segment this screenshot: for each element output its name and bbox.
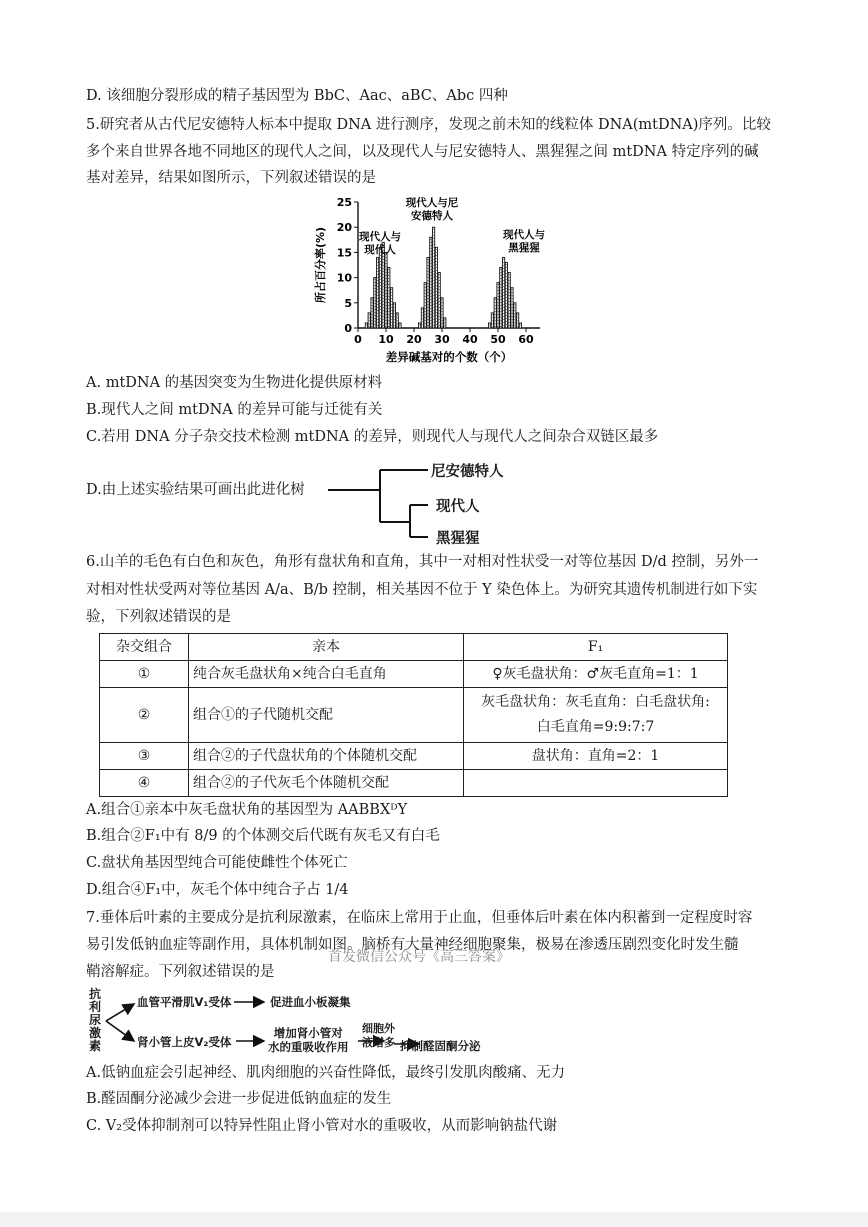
table-cell-parent: 组合②的子代灰毛个体随机交配 — [189, 770, 464, 797]
q7-stem-line-3: 鞘溶解症。下列叙述错误的是 — [86, 964, 275, 980]
q6-option-a: A.组合①亲本中灰毛盘状角的基因型为 AABBXᴰY — [86, 802, 408, 818]
flow-v2-effect — [268, 1026, 349, 1054]
table-cell-id: ① — [100, 661, 189, 688]
flow-extracellular-line: 液增多 — [362, 1036, 395, 1049]
q6-stem-line-2: 对相对性状受两对等位基因 A/a、B/b 控制，相关基因不位于 Y 染色体上。为研究其遗传机制进行如下实 — [86, 582, 758, 598]
tree-label-modern: 现代人 — [436, 498, 480, 515]
y-tick-label: 20 — [336, 221, 352, 235]
bar — [393, 303, 395, 328]
q6-stem-line-1: 6.山羊的毛色有白色和灰色，角形有盘状角和直角，其中一对相对性状受一对等位基因 D/d 控制，另外一 — [86, 554, 759, 570]
table-row — [100, 743, 728, 770]
tree-label-chimp: 黑猩猩 — [436, 530, 480, 547]
cross-table — [99, 633, 728, 797]
x-tick-label: 0 — [354, 333, 362, 346]
series-annotation: 现代人与 — [503, 229, 545, 241]
x-tick-label: 20 — [406, 333, 422, 346]
x-tick-label: 40 — [462, 333, 478, 346]
q5-stem-line-2: 多个来自世界各地不同地区的现代人之间，以及现代人与尼安德特人、黑猩猩之间 mtDNA 特定序列的碱 — [86, 144, 759, 160]
series-annotation: 安德特人 — [411, 210, 453, 222]
q7-stem-line-1: 7.垂体后叶素的主要成分是抗利尿激素，在临床上常用于止血，但垂体后叶素在体内积蓄到一定程度时容 — [86, 910, 753, 926]
flow-v1-receptor: 血管平滑肌V₁受体 — [137, 995, 232, 1009]
watermark: 首发微信公众号《高三答案》 — [328, 949, 510, 965]
table-cell-parent: 纯合灰毛盘状角×纯合白毛直角 — [189, 661, 464, 688]
bar — [519, 323, 521, 328]
mtdna-chart — [310, 192, 550, 370]
evolution-tree — [328, 460, 443, 550]
flow-final: 抑制醛固酮分泌 — [400, 1039, 481, 1053]
q6-option-d: D.组合④F₁中，灰毛个体中纯合子占 1/4 — [86, 882, 349, 898]
q7-option-b: B.醛固酮分泌减少会进一步促进低钠血症的发生 — [86, 1091, 392, 1107]
flow-hormone-char: 激 — [89, 1026, 102, 1040]
flow-hormone — [89, 988, 101, 1053]
bar — [497, 283, 499, 328]
bar — [388, 268, 390, 328]
series-annotation: 现代人与尼 — [405, 197, 459, 209]
table-row — [100, 688, 728, 743]
table-header-row — [100, 634, 728, 661]
flow-hormone-char: 素 — [89, 1039, 102, 1053]
x-tick-label: 60 — [518, 333, 534, 346]
table-cell-f1: ♀灰毛盘状角：♂灰毛直角=1：1 — [464, 661, 728, 688]
table-cell-id: ④ — [100, 770, 189, 797]
y-tick-label: 15 — [336, 246, 352, 260]
q5-option-d: D.由上述实验结果可画出此进化树 — [86, 482, 305, 498]
flow-v2-receptor: 肾小管上皮V₂受体 — [137, 1035, 232, 1049]
bar — [418, 323, 420, 328]
flow-v2-effect-line: 水的重吸收作用 — [268, 1040, 349, 1054]
q7-stem-line-2: 易引发低钠血症等副作用，具体机制如图。脑桥有大量神经细胞聚集，极易在渗透压剧烈变化时发生髓 — [86, 937, 739, 953]
table-cell-f1: 盘状角：直角=2：1 — [464, 743, 728, 770]
y-tick-label: 25 — [336, 196, 352, 209]
page-bottom-bar — [0, 1212, 868, 1227]
y-axis-label: 所占百分率(%) — [314, 226, 327, 304]
flow-extracellular — [362, 1022, 395, 1050]
bar — [424, 283, 426, 328]
x-tick-label: 50 — [490, 333, 506, 346]
table-cell-f1: 灰毛盘状角：灰毛直角：白毛盘状角: 白毛直角=9:9:7:7 — [464, 688, 728, 743]
x-tick-label: 30 — [434, 333, 450, 346]
tree-label-neanderthal: 尼安德特人 — [431, 463, 504, 480]
q5-option-a: A. mtDNA 的基因突变为生物进化提供原材料 — [86, 375, 383, 391]
y-tick-label: 10 — [336, 271, 352, 285]
flow-v1-effect: 促进血小板凝集 — [270, 995, 351, 1009]
flow-hormone-char: 尿 — [89, 1013, 102, 1027]
table-header: F₁ — [464, 634, 728, 661]
q6-option-b: B.组合②F₁中有 8/9 的个体测交后代既有灰毛又有白毛 — [86, 828, 440, 844]
q5-option-c: C.若用 DNA 分子杂交技术检测 mtDNA 的差异，则现代人与现代人之间杂合双链区最多 — [86, 429, 659, 445]
q6-option-c: C.盘状角基因型纯合可能使雌性个体死亡 — [86, 855, 348, 871]
x-tick-label: 10 — [378, 333, 394, 346]
bar — [488, 323, 490, 328]
bar — [374, 278, 376, 328]
q4-option-d: D. 该细胞分裂形成的精子基因型为 BbC、Aac、aBC、Abc 四种 — [86, 88, 508, 104]
series-annotation: 黑猩猩 — [508, 242, 540, 254]
table-cell-f1 — [464, 770, 728, 797]
table-row — [100, 661, 728, 688]
bar — [379, 247, 381, 328]
table-cell-parent: 组合①的子代随机交配 — [189, 688, 464, 743]
table-header: 亲本 — [189, 634, 464, 661]
flow-v2-effect-line: 增加肾小管对 — [273, 1026, 343, 1040]
bar — [435, 247, 437, 328]
bar — [500, 268, 502, 328]
bar — [365, 323, 367, 328]
table-header: 杂交组合 — [100, 634, 189, 661]
bar — [514, 303, 516, 328]
q5-stem-line-3: 基对差异，结果如图所示，下列叙述错误的是 — [86, 170, 376, 186]
q7-option-a: A.低钠血症会引起神经、肌肉细胞的兴奋性降低，最终引发肌肉酸痛、无力 — [86, 1065, 566, 1081]
table-row — [100, 770, 728, 797]
bar — [399, 323, 401, 328]
y-tick-label: 0 — [344, 322, 352, 335]
bar — [432, 227, 434, 328]
series-annotation: 现代人 — [364, 244, 396, 256]
table-cell-id: ② — [100, 688, 189, 743]
bar — [505, 262, 507, 328]
q6-stem-line-3: 验，下列叙述错误的是 — [86, 609, 231, 625]
table-cell-parent: 组合②的子代盘状角的个体随机交配 — [189, 743, 464, 770]
table-cell-id: ③ — [100, 743, 189, 770]
flow-hormone-char: 抗 — [89, 987, 102, 1001]
y-tick-label: 5 — [344, 296, 352, 310]
series-annotation: 现代人与 — [359, 231, 401, 243]
flow-extracellular-line: 细胞外 — [362, 1022, 395, 1035]
q7-option-c: C. V₂受体抑制剂可以特异性阻止肾小管对水的重吸收，从而影响钠盐代谢 — [86, 1118, 558, 1134]
flow-hormone-char: 利 — [89, 1000, 102, 1014]
q5-stem-line-1: 5.研究者从古代尼安德特人标本中提取 DNA 进行测序，发现之前未知的线粒体 DNA(mtDNA)序列。比较 — [86, 117, 771, 133]
x-axis-label: 差异碱基对的个数（个） — [385, 350, 513, 364]
q5-option-b: B.现代人之间 mtDNA 的差异可能与迁徙有关 — [86, 402, 383, 418]
